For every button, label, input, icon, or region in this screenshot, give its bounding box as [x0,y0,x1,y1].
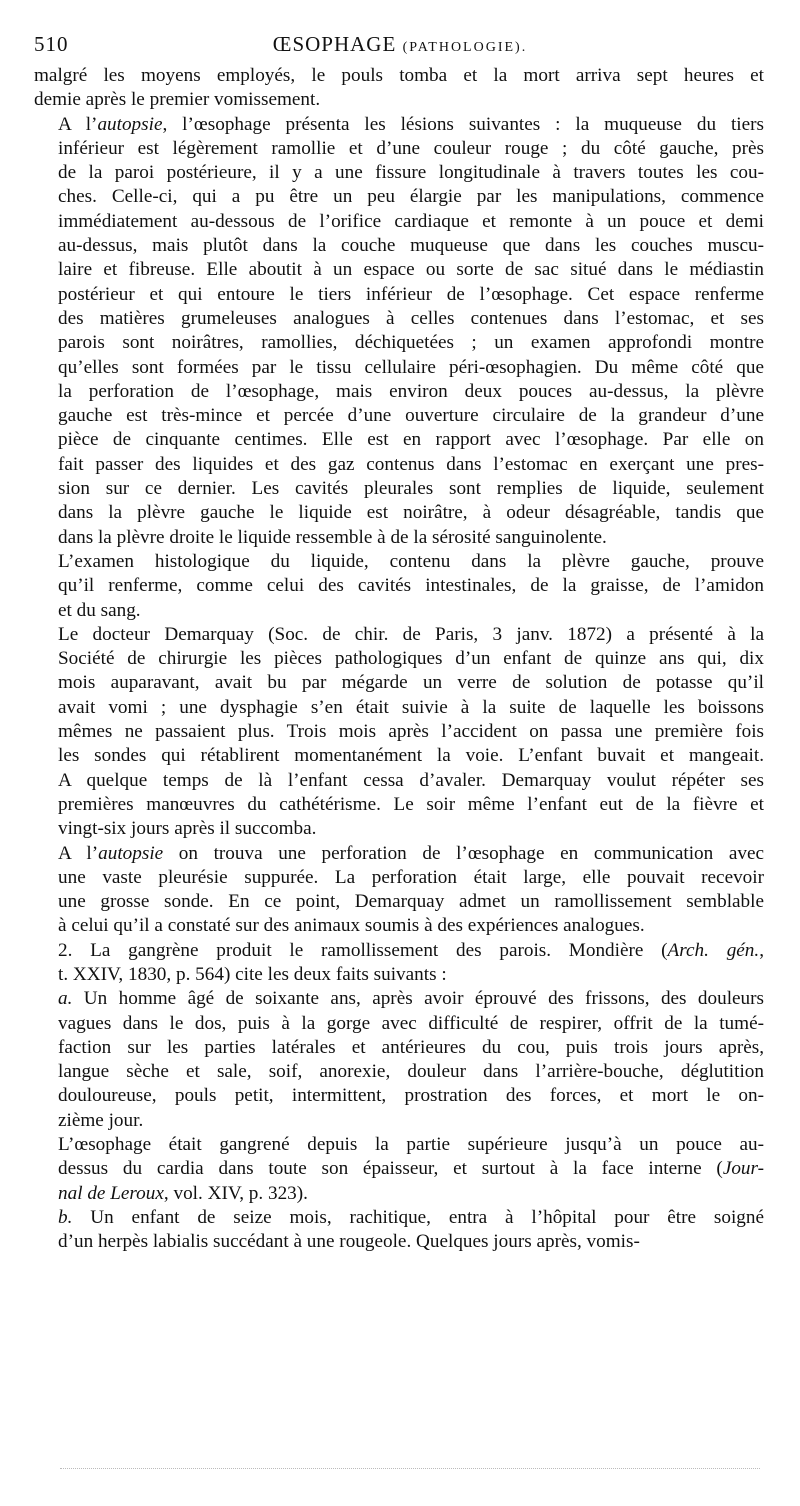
text-line: postérieur et qui entoure le tiers inférieur de l’œsophage. Cet espace renferme [58,283,764,305]
paragraph-p4 [34,623,764,842]
text-line: vingt-six jours après il succomba. [58,818,317,840]
text-line: de la paroi postérieure, il y a une fissure longitudinale à travers toutes les cou- [58,162,764,184]
text-line: douloureuse, pouls petit, intermittent, prostration des forces, et mort le on- [58,1085,764,1107]
text-line: à celui qu’il a constaté sur des animaux soumis à des expériences analogues. [58,915,645,937]
text-line: mêmes ne passaient plus. Trois mois après l’accident on passa une première fois [58,721,764,743]
text-line: malgré les moyens employés, le pouls tomba et la mort arriva sept heures et [34,65,764,86]
paragraph-p2 [34,113,764,550]
text-line: qu’il renferme, comme celui des cavités intestinales, de la graisse, de l’amidon [58,575,764,597]
text-line: une vaste pleurésie suppurée. La perforation était large, elle pouvait recevoir [58,866,764,888]
text-line: L’examen histologique du liquide, contenu dans la plèvre gauche, prouve [58,550,764,572]
paragraph-p3 [34,550,764,623]
text-line: gauche est très-mince et percée d’une ouverture circulaire de la grandeur d’une [58,405,764,427]
running-title [34,32,766,57]
text-line: L’œsophage était gangrené depuis la partie supérieure jusqu’à un pouce au- [58,1134,764,1156]
text-line: au-dessus, mais plutôt dans la couche muqueuse que dans les couches muscu- [58,235,764,257]
footer-rule [60,1468,760,1469]
text-line: la perforation de l’œsophage, mais environ deux pouces au-dessus, la plèvre [58,380,764,402]
text-line: Le docteur Demarquay (Soc. de chir. de Paris, 3 janv. 1872) a présenté à la [58,623,764,645]
paragraph-p1 [34,64,764,113]
text-line: Société de chirurgie les pièces pathologiques d’un enfant de quinze ans qui, dix [58,648,764,670]
text-line: fait passer des liquides et des gaz contenus dans l’estomac en exerçant une pres- [58,453,764,475]
text-line: faction sur les parties latérales et antérieures du cou, puis trois jours après, [58,1036,764,1058]
text-line: parois sont noirâtres, ramollies, déchiquetées ; un examen approfondi montre [58,332,764,354]
text-line: inférieur est légèrement ramollie et d’une couleur rouge ; du côté gauche, près [58,137,764,159]
paragraph-p7 [34,987,764,1133]
text-line: demie après le premier vomissement. [34,89,321,111]
text-line: langue sèche et sale, soif, anorexie, douleur dans l’arrière-bouche, déglutition [58,1061,764,1083]
text-line: avait vomi ; une dysphagie s’en était suivie à la suite de laquelle les boissons [58,696,764,718]
text-line: laire et fibreuse. Elle aboutit à un espace ou sorte de sac situé dans le médiastin [58,259,764,281]
text-line: b. Un enfant de seize mois, rachitique, entra à l’hôpital pour être soigné [58,1206,764,1228]
text-line: dans la plèvre gauche le liquide est noirâtre, à odeur désagréable, tandis que [58,502,764,524]
text-line: qu’elles sont formées par le tissu cellulaire péri-œsophagien. Du même côté que [58,356,764,378]
text-line: zième jour. [58,1109,144,1131]
text-line: ches. Celle-ci, qui a pu être un peu élargie par les manipulations, commence [58,186,764,208]
text-line: une grosse sonde. En ce point, Demarquay admet un ramollissement semblable [58,891,764,913]
text-line: t. XXIV, 1830, p. 564) cite les deux faits suivants : [58,963,447,985]
text-line: et du sang. [58,599,141,621]
chapter-subtitle: (PATHOLOGIE). [402,40,528,55]
text-line: nal de Leroux, vol. XIV, p. 323). [58,1182,308,1204]
paragraph-p6 [34,939,764,988]
text-line: d’un herpès labialis succédant à une rougeole. Quelques jours après, vomis- [58,1231,640,1253]
text-line: mois auparavant, avait bu par mégarde un verre de solution de potasse qu’il [58,672,764,694]
text-line: A l’autopsie on trouva une perforation de l’œsophage en communication avec [58,842,764,864]
page-number: 510 [34,32,69,56]
chapter-title: ŒSOPHAGE [272,32,397,56]
paragraph-p9 [34,1206,764,1255]
text-line: les sondes qui rétablirent momentanément la voie. L’enfant buvait et mangeait. [58,745,764,767]
text-line: immédiatement au-dessous de l’orifice cardiaque et remonte à un pouce et demi [58,210,764,232]
text-line: A l’autopsie, l’œsophage présenta les lésions suivantes : la muqueuse du tiers [58,113,764,135]
text-line: 2. La gangrène produit le ramollissement des parois. Mondière (Arch. gén., [58,939,764,961]
running-head [34,28,766,58]
text-line: dessus du cardia dans toute son épaisseur, et surtout à la face interne (Jour- [58,1158,764,1180]
text-line: des matières grumeleuses analogues à celles contenues dans l’estomac, et ses [58,307,764,329]
paragraph-p8 [34,1133,764,1206]
text-line: a. Un homme âgé de soixante ans, après avoir éprouvé des frissons, des douleurs [58,988,764,1010]
paragraph-p5 [34,842,764,939]
body-text [34,64,764,1255]
text-line: sion sur ce dernier. Les cavités pleurales sont remplies de liquide, seulement [58,478,764,500]
text-line: dans la plèvre droite le liquide ressemble à de la sérosité sanguinolente. [58,526,607,548]
text-line: premières manœuvres du cathétérisme. Le soir même l’enfant eut de la fièvre et [58,793,764,815]
text-line: A quelque temps de là l’enfant cessa d’avaler. Demarquay voulut répéter ses [58,769,764,791]
text-line: pièce de cinquante centimes. Elle est en rapport avec l’œsophage. Par elle on [58,429,764,451]
text-line: vagues dans le dos, puis à la gorge avec difficulté de respirer, offrit de la tumé- [58,1012,764,1034]
